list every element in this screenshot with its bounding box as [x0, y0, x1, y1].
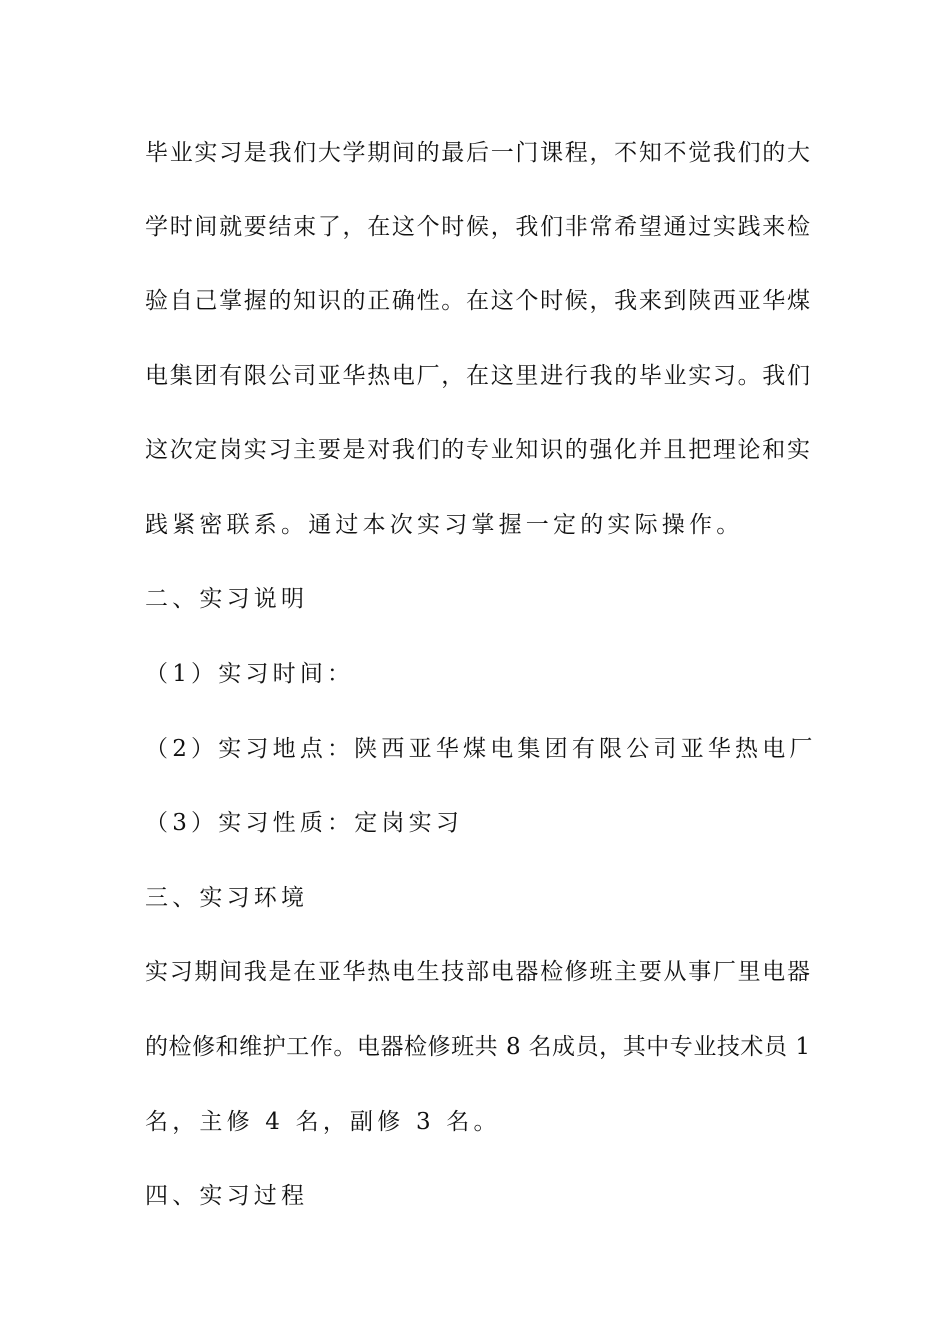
section-heading: 二、实习说明: [145, 586, 309, 612]
list-item: （2）实习地点：陕西亚华煤电集团有限公司亚华热电厂: [145, 736, 817, 762]
paragraph-line: 电集团有限公司亚华热电厂，在这里进行我的毕业实习。我们: [145, 363, 810, 389]
paragraph-line: 的检修和维护工作。电器检修班共 8 名成员，其中专业技术员 1: [145, 1034, 810, 1060]
paragraph-line: 名，主修 4 名，副修 3 名。: [145, 1109, 501, 1135]
paragraph-line: 这次定岗实习主要是对我们的专业知识的强化并且把理论和实: [145, 437, 810, 463]
list-item: （3）实习性质：定岗实习: [145, 810, 464, 836]
list-item: （1）实习时间：: [145, 661, 355, 687]
paragraph-line: 实习期间我是在亚华热电生技部电器检修班主要从事厂里电器: [145, 959, 810, 985]
section-heading: 四、实习过程: [145, 1183, 309, 1209]
paragraph-line: 验自己掌握的知识的正确性。在这个时候，我来到陕西亚华煤: [145, 288, 810, 314]
paragraph-line: 践紧密联系。通过本次实习掌握一定的实际操作。: [145, 512, 744, 538]
paragraph-line: 学时间就要结束了，在这个时候，我们非常希望通过实践来检: [145, 214, 810, 240]
paragraph-line: 毕业实习是我们大学期间的最后一门课程，不知不觉我们的大: [145, 140, 810, 166]
section-heading: 三、实习环境: [145, 885, 309, 911]
